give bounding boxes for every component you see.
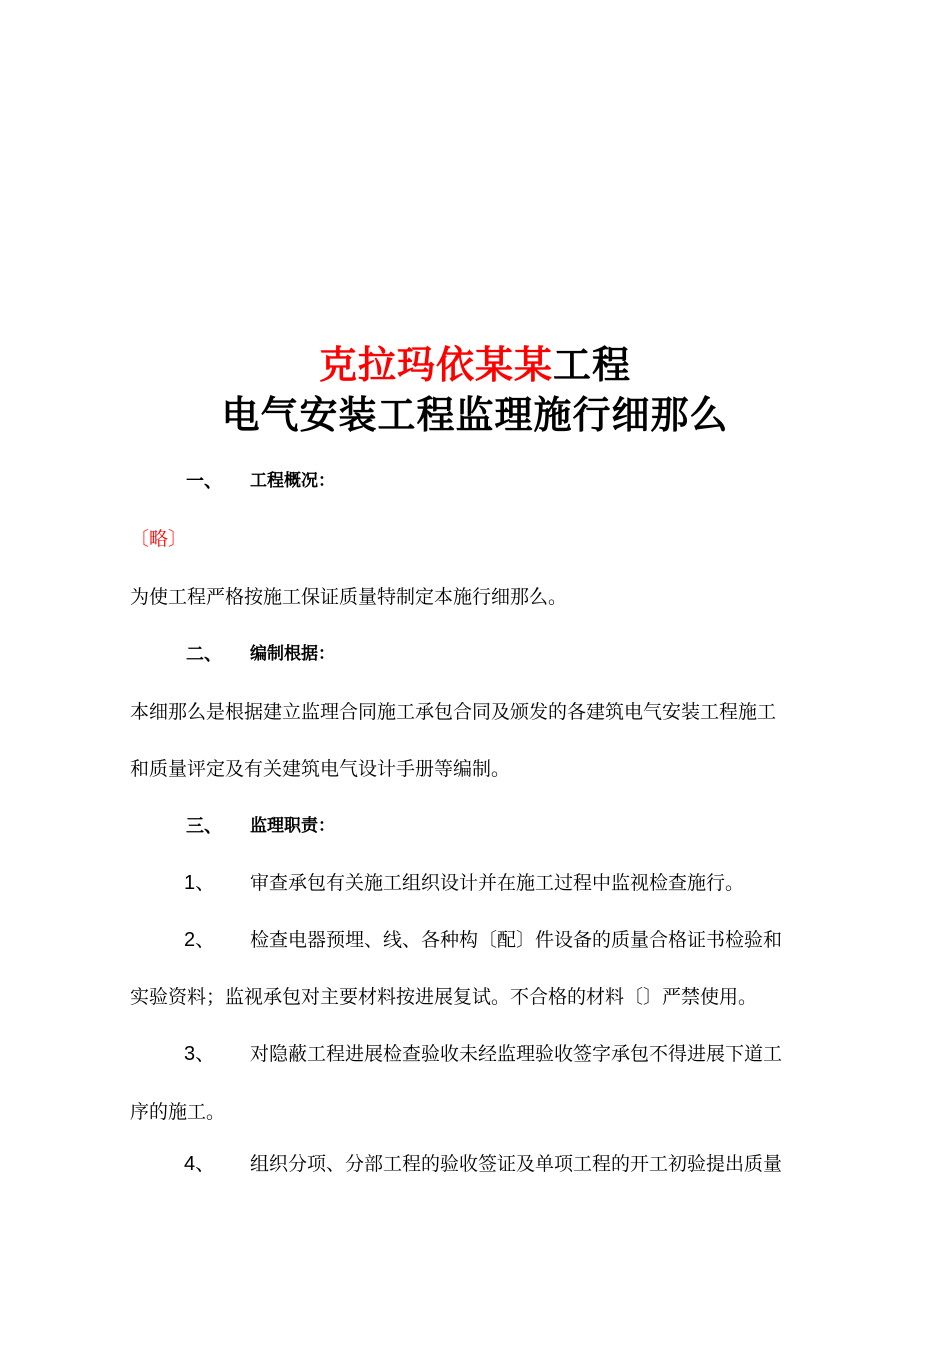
duty-3-number: 3、 [184,1043,216,1065]
duty-4-number: 4、 [184,1153,216,1175]
project-name: 克拉玛依某某 [318,342,553,387]
section-1-number: 一、 [186,471,222,492]
section-2-heading: 编制根据： [250,644,335,664]
overview-purpose: 为使工程严格按施工保证质量特制定本施行细那么。 [130,586,568,608]
duty-4-text: 组织分项、分部工程的验收签证及单项工程的开工初验提出质量 [250,1153,783,1175]
overview-omitted: 〔略〕 [130,528,188,550]
section-3-number: 三、 [186,816,222,837]
duty-3-continuation: 序的施工。 [130,1101,226,1123]
section-2-number: 二、 [186,644,222,665]
duty-2-text: 检查电器预埋、线、各种构〔配〕件设备的质量合格证书检验和 [250,929,783,951]
duty-1-text: 审查承包有关施工组织设计并在施工过程中监视检查施行。 [250,872,745,894]
document-title-line-2: 电气安装工程监理施行细那么 [221,392,729,437]
basis-line-1: 本细那么是根据建立监理合同施工承包合同及颁发的各建筑电气安装工程施工 [130,701,777,723]
basis-line-2: 和质量评定及有关建筑电气设计手册等编制。 [130,758,511,780]
duty-3-text: 对隐蔽工程进展检查验收未经监理验收签字承包不得进展下道工 [250,1043,783,1065]
section-3-heading: 监理职责： [250,816,335,836]
duty-2-continuation: 实验资料；监视承包对主要材料按进展复试。不合格的材料〔〕严禁使用。 [130,986,758,1008]
duty-2-number: 2、 [184,929,216,951]
section-1-heading: 工程概况： [250,471,335,491]
title-suffix: 工程 [553,342,632,387]
duty-1-number: 1、 [184,872,216,894]
document-title-line-1 [0,342,950,387]
